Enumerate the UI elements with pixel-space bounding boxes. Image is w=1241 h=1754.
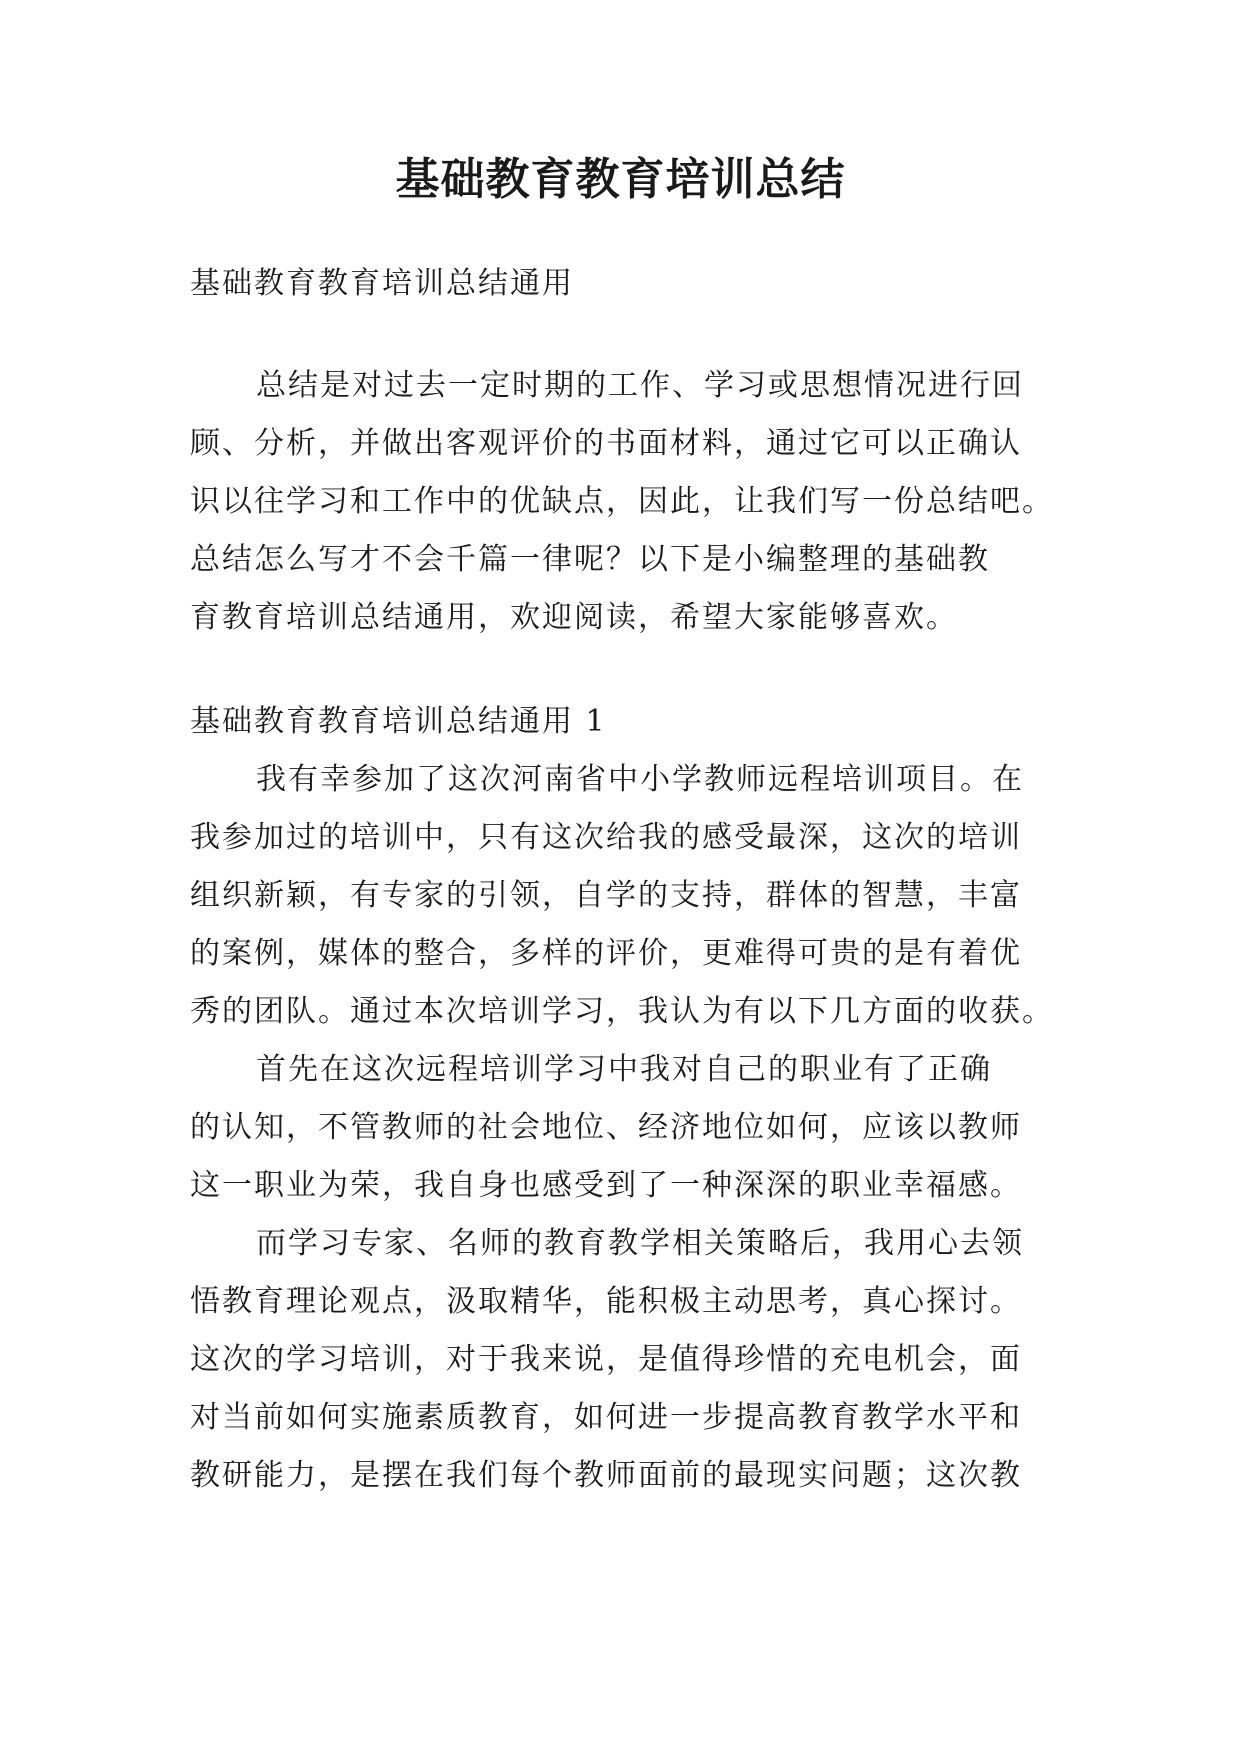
body-line: 组织新颖，有专家的引领，自学的支持，群体的智慧，丰富 [190, 878, 1022, 913]
intro-line: 育教育培训总结通用，欢迎阅读，希望大家能够喜欢。 [190, 600, 958, 635]
body-line: 这一职业为荣，我自身也感受到了一种深深的职业幸福感。 [190, 1168, 1022, 1203]
body-line: 对当前如何实施素质教育，如何进一步提高教育教学水平和 [190, 1400, 1022, 1435]
body-line: 这次的学习培训，对于我来说，是值得珍惜的充电机会，面 [190, 1342, 1022, 1377]
body-line: 悟教育理论观点，汲取精华，能积极主动思考，真心探讨。 [190, 1284, 1022, 1319]
body-line: 秀的团队。通过本次培训学习，我认为有以下几方面的收获。 [190, 994, 1054, 1029]
body-line: 而学习专家、名师的教育教学相关策略后，我用心去领 [256, 1226, 1024, 1261]
intro-line: 总结是对过去一定时期的工作、学习或思想情况进行回 [256, 368, 1024, 403]
document-title: 基础教育教育培训总结 [395, 154, 846, 205]
intro-line: 总结怎么写才不会千篇一律呢？以下是小编整理的基础教 [190, 542, 990, 577]
body-line: 教研能力，是摆在我们每个教师面前的最现实问题；这次教 [190, 1458, 1022, 1493]
intro-line: 顾、分析，并做出客观评价的书面材料，通过它可以正确认 [190, 426, 1022, 461]
document-subtitle: 基础教育教育培训总结通用 [190, 266, 574, 301]
body-line: 的案例，媒体的整合，多样的评价，更难得可贵的是有着优 [190, 936, 1022, 971]
body-line: 我参加过的培训中，只有这次给我的感受最深，这次的培训 [190, 820, 1022, 855]
section-heading: 基础教育教育培训总结通用 1 [190, 704, 607, 739]
intro-line: 识以往学习和工作中的优缺点，因此，让我们写一份总结吧。 [190, 484, 1054, 519]
body-line: 首先在这次远程培训学习中我对自己的职业有了正确 [256, 1052, 992, 1087]
body-line: 我有幸参加了这次河南省中小学教师远程培训项目。在 [256, 762, 1024, 797]
body-line: 的认知，不管教师的社会地位、经济地位如何，应该以教师 [190, 1110, 1022, 1145]
